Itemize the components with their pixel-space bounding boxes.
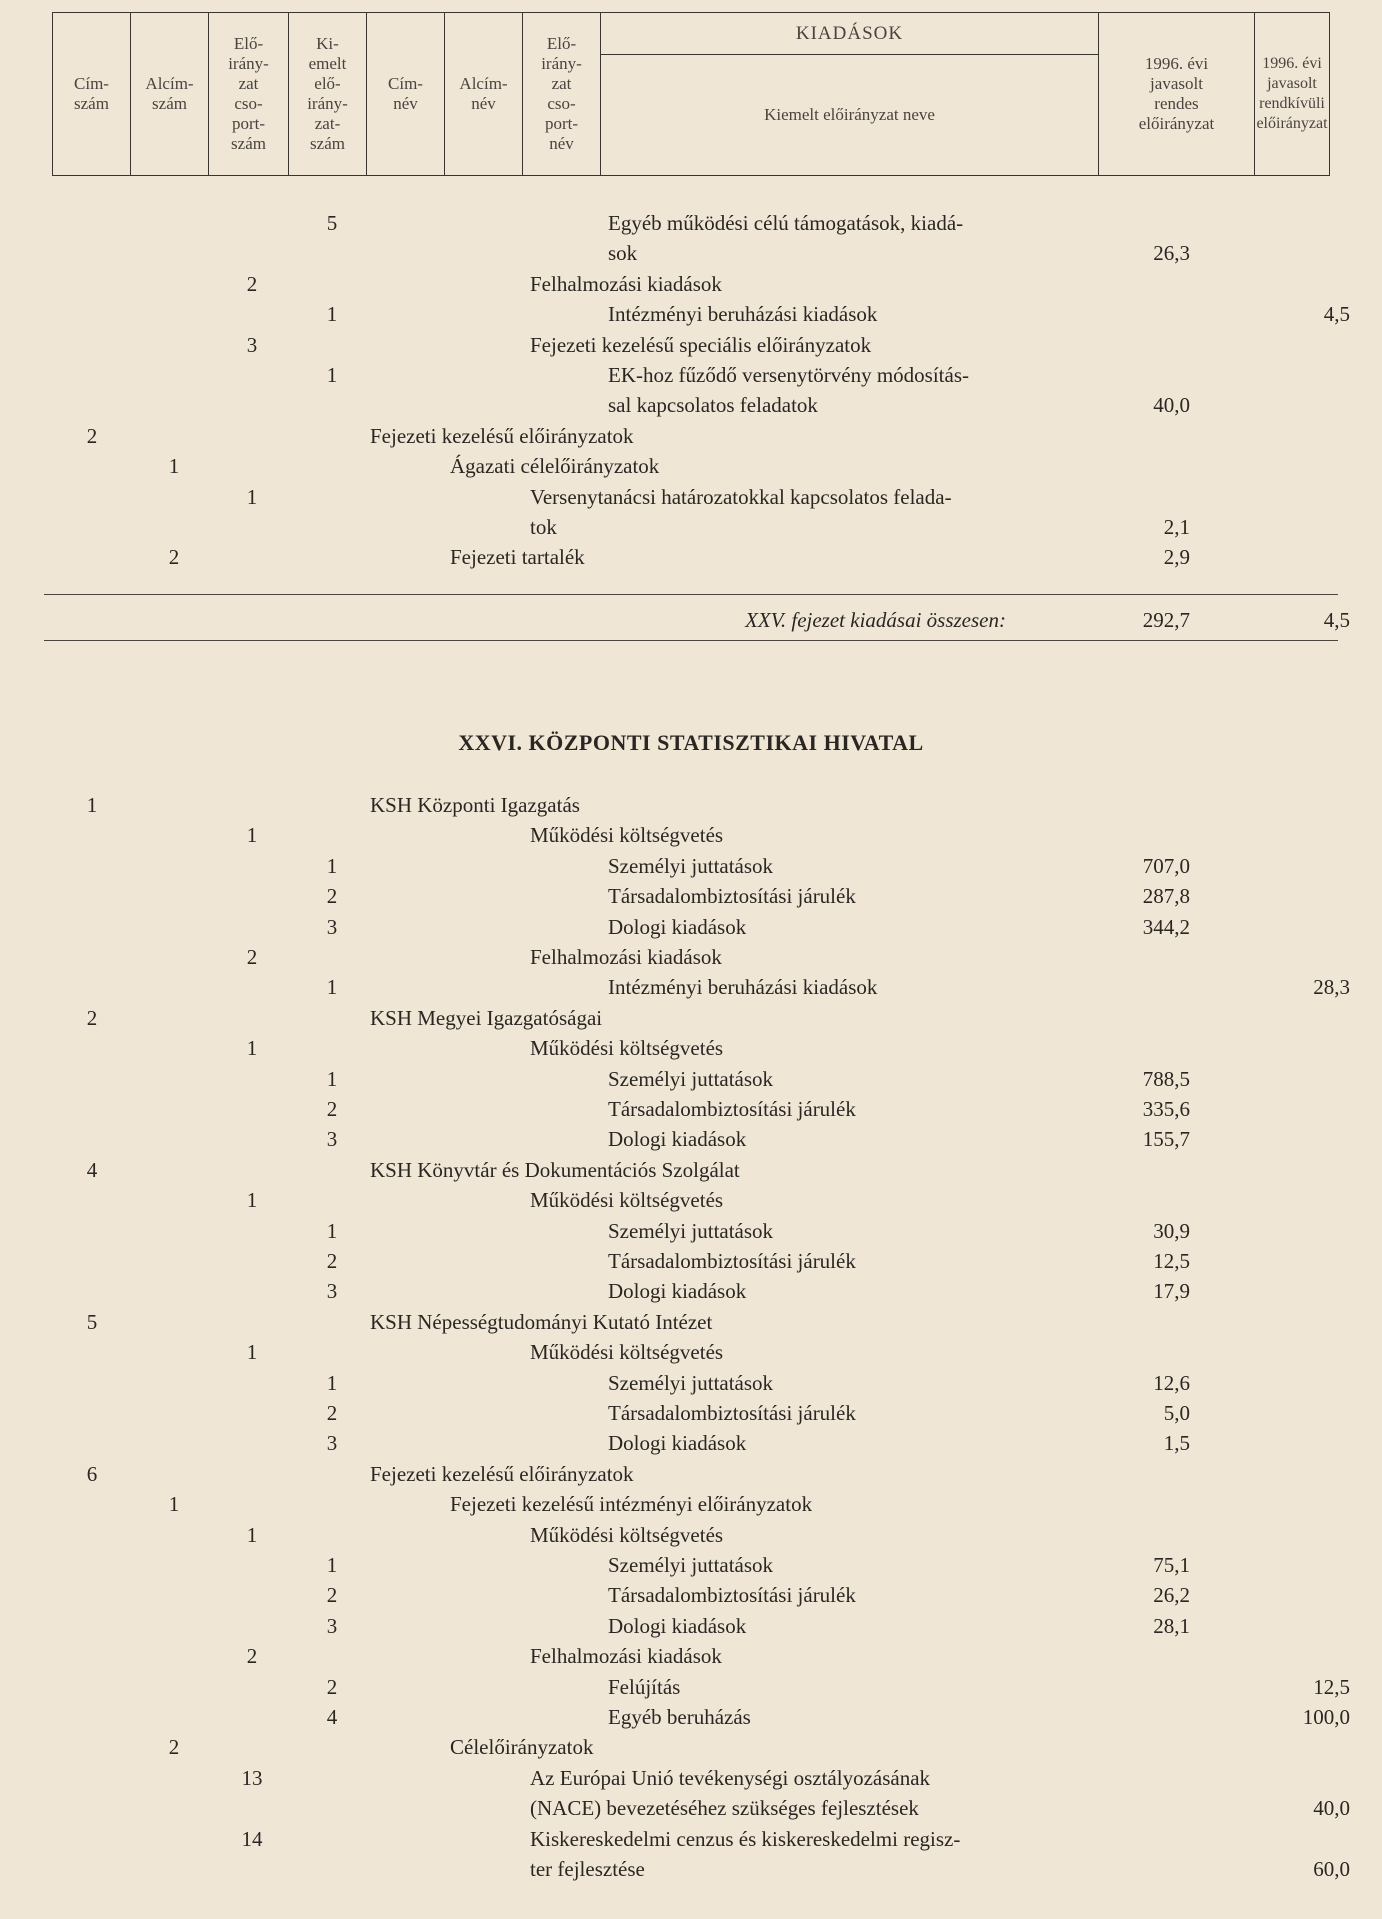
row-label: KSH Központi Igazgatás [370,793,580,817]
row-label: ter fejlesztése [530,1857,645,1881]
table-row [0,1216,1382,1246]
total-bottom-rule [44,640,1338,641]
row-label: Ágazati célelőirányzatok [450,454,660,479]
row-code: 3 [326,1431,338,1456]
row-label: Felhalmozási kiadások [530,271,722,296]
row-rendes-value: 335,6 [1142,1097,1190,1121]
row-label: Társadalombiztosítási járulék [608,884,856,909]
table-row [0,1611,1382,1641]
row-rendes-value: 2,1 [1163,515,1190,539]
row-code: 2 [246,271,258,296]
table-row [0,972,1382,1002]
table-row [0,1580,1382,1610]
table-row [0,1003,1382,1033]
table-row [0,1368,1382,1398]
row-code: 2 [326,1401,338,1425]
row-label: Dologi kiadások [608,1431,747,1456]
row-code: 4 [86,1157,98,1182]
table-row [0,1702,1382,1732]
header-rendes: 1996. évi javasolt rendes előirányzat [1099,13,1255,175]
table-row [0,390,1382,420]
row-code: 1 [326,302,338,327]
header-alcim-szam: Alcím- szám [131,13,209,175]
table-row [0,1398,1382,1428]
row-code: 2 [168,545,180,570]
row-label: Személyi juttatások [608,1066,774,1091]
row-label: sok [608,241,638,266]
section-title: XXVI. KÖZPONTI STATISZTIKAI HIVATAL [458,730,924,755]
row-label: Felhalmozási kiadások [530,945,722,969]
row-rendes-value: 5,0 [1163,1401,1190,1425]
table-row [0,1246,1382,1276]
table-row [0,942,1382,972]
row-rendkivuli-value: 28,3 [1313,975,1350,1000]
row-code: 2 [326,884,338,909]
row-label: Működési költségvetés [530,1340,724,1365]
row-code: 3 [246,332,258,357]
table-row [0,482,1382,512]
table-row [0,421,1382,451]
table-row [0,851,1382,881]
row-label: Társadalombiztosítási járulék [608,1097,856,1121]
row-code: 1 [326,1218,338,1243]
table-row [0,1155,1382,1185]
row-code: 4 [326,1705,338,1729]
row-code: 1 [246,1188,258,1213]
row-label: Fejezeti tartalék [450,545,585,570]
row-label: Kiskereskedelmi cenzus és kiskereskedelmi regisz- [530,1826,961,1851]
header-eloiranyzat-csoport-szam: Elő- irány- zat cso- port- szám [209,13,289,175]
row-code: 2 [246,945,258,969]
row-rendes-value: 40,0 [1153,393,1190,418]
total-rendes-value: 292,7 [1142,608,1190,632]
row-code: 5 [86,1309,98,1334]
row-code: 1 [246,1036,258,1061]
row-label: sal kapcsolatos feladatok [608,393,818,418]
table-row [0,1064,1382,1094]
row-label: KSH Népességtudományi Kutató Intézet [370,1309,713,1334]
header-rendkivuli: 1996. évi javasolt rendkívüli előirányzat [1256,55,1328,132]
row-label: Felújítás [608,1674,681,1699]
total-row [0,605,1382,635]
header-kiadasok: KIADÁSOK [601,13,1098,55]
row-rendes-value: 28,1 [1153,1613,1190,1638]
table-row [0,542,1382,572]
row-code: 14 [241,1826,263,1851]
table-row [0,1094,1382,1124]
row-label: Célelőirányzatok [450,1735,594,1760]
table-row [0,1641,1382,1671]
table-row [0,1307,1382,1337]
row-rendkivuli-value: 100,0 [1302,1705,1350,1729]
row-label: Működési költségvetés [530,1522,724,1547]
row-label: KSH Könyvtár és Dokumentációs Szolgálat [370,1157,740,1182]
row-code: 1 [326,1370,338,1395]
row-label: KSH Megyei Igazgatóságai [370,1005,603,1030]
row-code: 3 [326,914,338,939]
table-row [0,1185,1382,1215]
table-row [0,790,1382,820]
row-code: 2 [168,1735,180,1760]
header-eloiranyzat-csoport-nev: Elő- irány- zat cso- port- név [523,13,601,175]
row-label: Egyéb működési célú támogatások, kiadá- [608,211,964,235]
table-row [0,512,1382,542]
row-label: Társadalombiztosítási járulék [608,1401,856,1425]
table-row [0,269,1382,299]
row-label: Társadalombiztosítási járulék [608,1249,856,1273]
row-code: 1 [326,363,338,387]
row-label: tok [530,515,557,539]
row-label: Társadalombiztosítási járulék [608,1583,856,1608]
row-rendes-value: 26,3 [1153,241,1190,266]
row-rendes-value: 2,9 [1163,545,1190,570]
table-row [0,1793,1382,1823]
row-rendes-value: 287,8 [1142,884,1190,909]
row-code: 2 [326,1249,338,1273]
row-code: 2 [326,1097,338,1121]
table-row [0,1824,1382,1854]
row-label: Működési költségvetés [530,823,724,848]
row-label: Személyi juttatások [608,1218,774,1243]
row-label: Dologi kiadások [608,914,747,939]
total-rendkivuli-value: 4,5 [1323,608,1350,632]
row-rendes-value: 788,5 [1142,1066,1190,1091]
table-row [0,1124,1382,1154]
table-row [0,1732,1382,1762]
row-rendes-value: 1,5 [1163,1431,1190,1456]
table-row [0,1459,1382,1489]
row-code: 3 [326,1127,338,1152]
row-rendes-value: 155,7 [1142,1127,1190,1152]
table-row [0,1550,1382,1580]
total-label: XXV. fejezet kiadásai összesen: [745,608,1006,632]
row-code: 2 [86,423,98,448]
total-rule [44,594,1338,595]
row-code: 1 [326,853,338,878]
row-code: 1 [246,1522,258,1547]
table-row [0,1672,1382,1702]
row-code: 6 [86,1461,98,1486]
row-label: Működési költségvetés [530,1036,724,1061]
row-rendes-value: 12,5 [1153,1249,1190,1273]
header-cim-nev: Cím- név [367,13,445,175]
row-label: Egyéb beruházás [608,1705,751,1729]
table-row [0,451,1382,481]
row-code: 2 [326,1674,338,1699]
header-kiemelt-eloiranyzat-szam: Ki- emelt elő- irány- zat- szám [289,13,367,175]
row-code: 3 [326,1279,338,1304]
row-label: Fejezeti kezelésű intézményi előirányzatok [450,1492,813,1517]
row-rendes-value: 26,2 [1153,1583,1190,1608]
row-code: 1 [246,823,258,848]
row-label: Felhalmozási kiadások [530,1644,722,1669]
row-label: Működési költségvetés [530,1188,724,1213]
row-code: 1 [246,1340,258,1365]
table-row [0,330,1382,360]
table-row [0,881,1382,911]
row-code: 1 [326,1553,338,1577]
row-code: 1 [168,454,180,479]
row-label: Fejezeti kezelésű előirányzatok [370,1461,634,1486]
row-code: 5 [326,211,338,235]
table-row [0,1033,1382,1063]
table-row [0,1763,1382,1793]
row-label: EK-hoz fűződő versenytörvény módosítás- [608,363,969,387]
row-label: Dologi kiadások [608,1127,747,1152]
row-rendes-value: 30,9 [1153,1218,1190,1243]
row-code: 1 [326,1066,338,1091]
row-code: 3 [326,1613,338,1638]
row-label: Dologi kiadások [608,1279,747,1304]
table-row [0,912,1382,942]
row-label: (NACE) bevezetéséhez szükséges fejlesztések [530,1796,919,1821]
row-code: 2 [246,1644,258,1669]
row-label: Versenytanácsi határozatokkal kapcsolatos felada- [530,484,952,509]
column-header-table [52,12,1330,176]
row-label: Fejezeti kezelésű speciális előirányzatok [530,332,872,357]
table-row [0,1276,1382,1306]
table-row [0,820,1382,850]
row-label: Személyi juttatások [608,1553,774,1577]
row-rendes-value: 12,6 [1153,1370,1190,1395]
row-rendkivuli-value: 40,0 [1313,1796,1350,1821]
row-rendes-value: 707,0 [1142,853,1190,878]
row-label: Az Európai Unió tevékenységi osztályozásának [530,1765,931,1790]
table-row [0,360,1382,390]
row-rendkivuli-value: 4,5 [1323,302,1350,327]
row-rendes-value: 75,1 [1153,1553,1190,1577]
row-label: Személyi juttatások [608,853,774,878]
row-code: 1 [86,793,98,817]
row-rendes-value: 17,9 [1153,1279,1190,1304]
row-label: Intézményi beruházási kiadások [608,302,878,327]
table-row [0,1854,1382,1884]
table-row [0,1489,1382,1519]
row-code: 1 [326,975,338,1000]
table-row [0,208,1382,238]
header-alcim-nev: Alcím- név [445,13,523,175]
row-label: Fejezeti kezelésű előirányzatok [370,423,634,448]
row-rendkivuli-value: 12,5 [1313,1674,1350,1699]
row-label: Dologi kiadások [608,1613,747,1638]
table-row [0,238,1382,268]
row-rendes-value: 344,2 [1142,914,1190,939]
table-row [0,1428,1382,1458]
row-code: 1 [246,484,258,509]
row-code: 1 [168,1492,180,1517]
header-kiadasok-group [601,13,1099,175]
row-code: 2 [326,1583,338,1608]
header-kiemelt-nev: Kiemelt előirányzat neve [764,105,935,124]
row-label: Személyi juttatások [608,1370,774,1395]
header-cim-szam: Cím- szám [53,13,131,175]
row-label: Intézményi beruházási kiadások [608,975,878,1000]
table-row [0,299,1382,329]
row-code: 2 [86,1005,98,1030]
row-rendkivuli-value: 60,0 [1313,1857,1350,1881]
row-code: 13 [241,1765,263,1790]
table-row [0,1337,1382,1367]
table-row [0,1520,1382,1550]
